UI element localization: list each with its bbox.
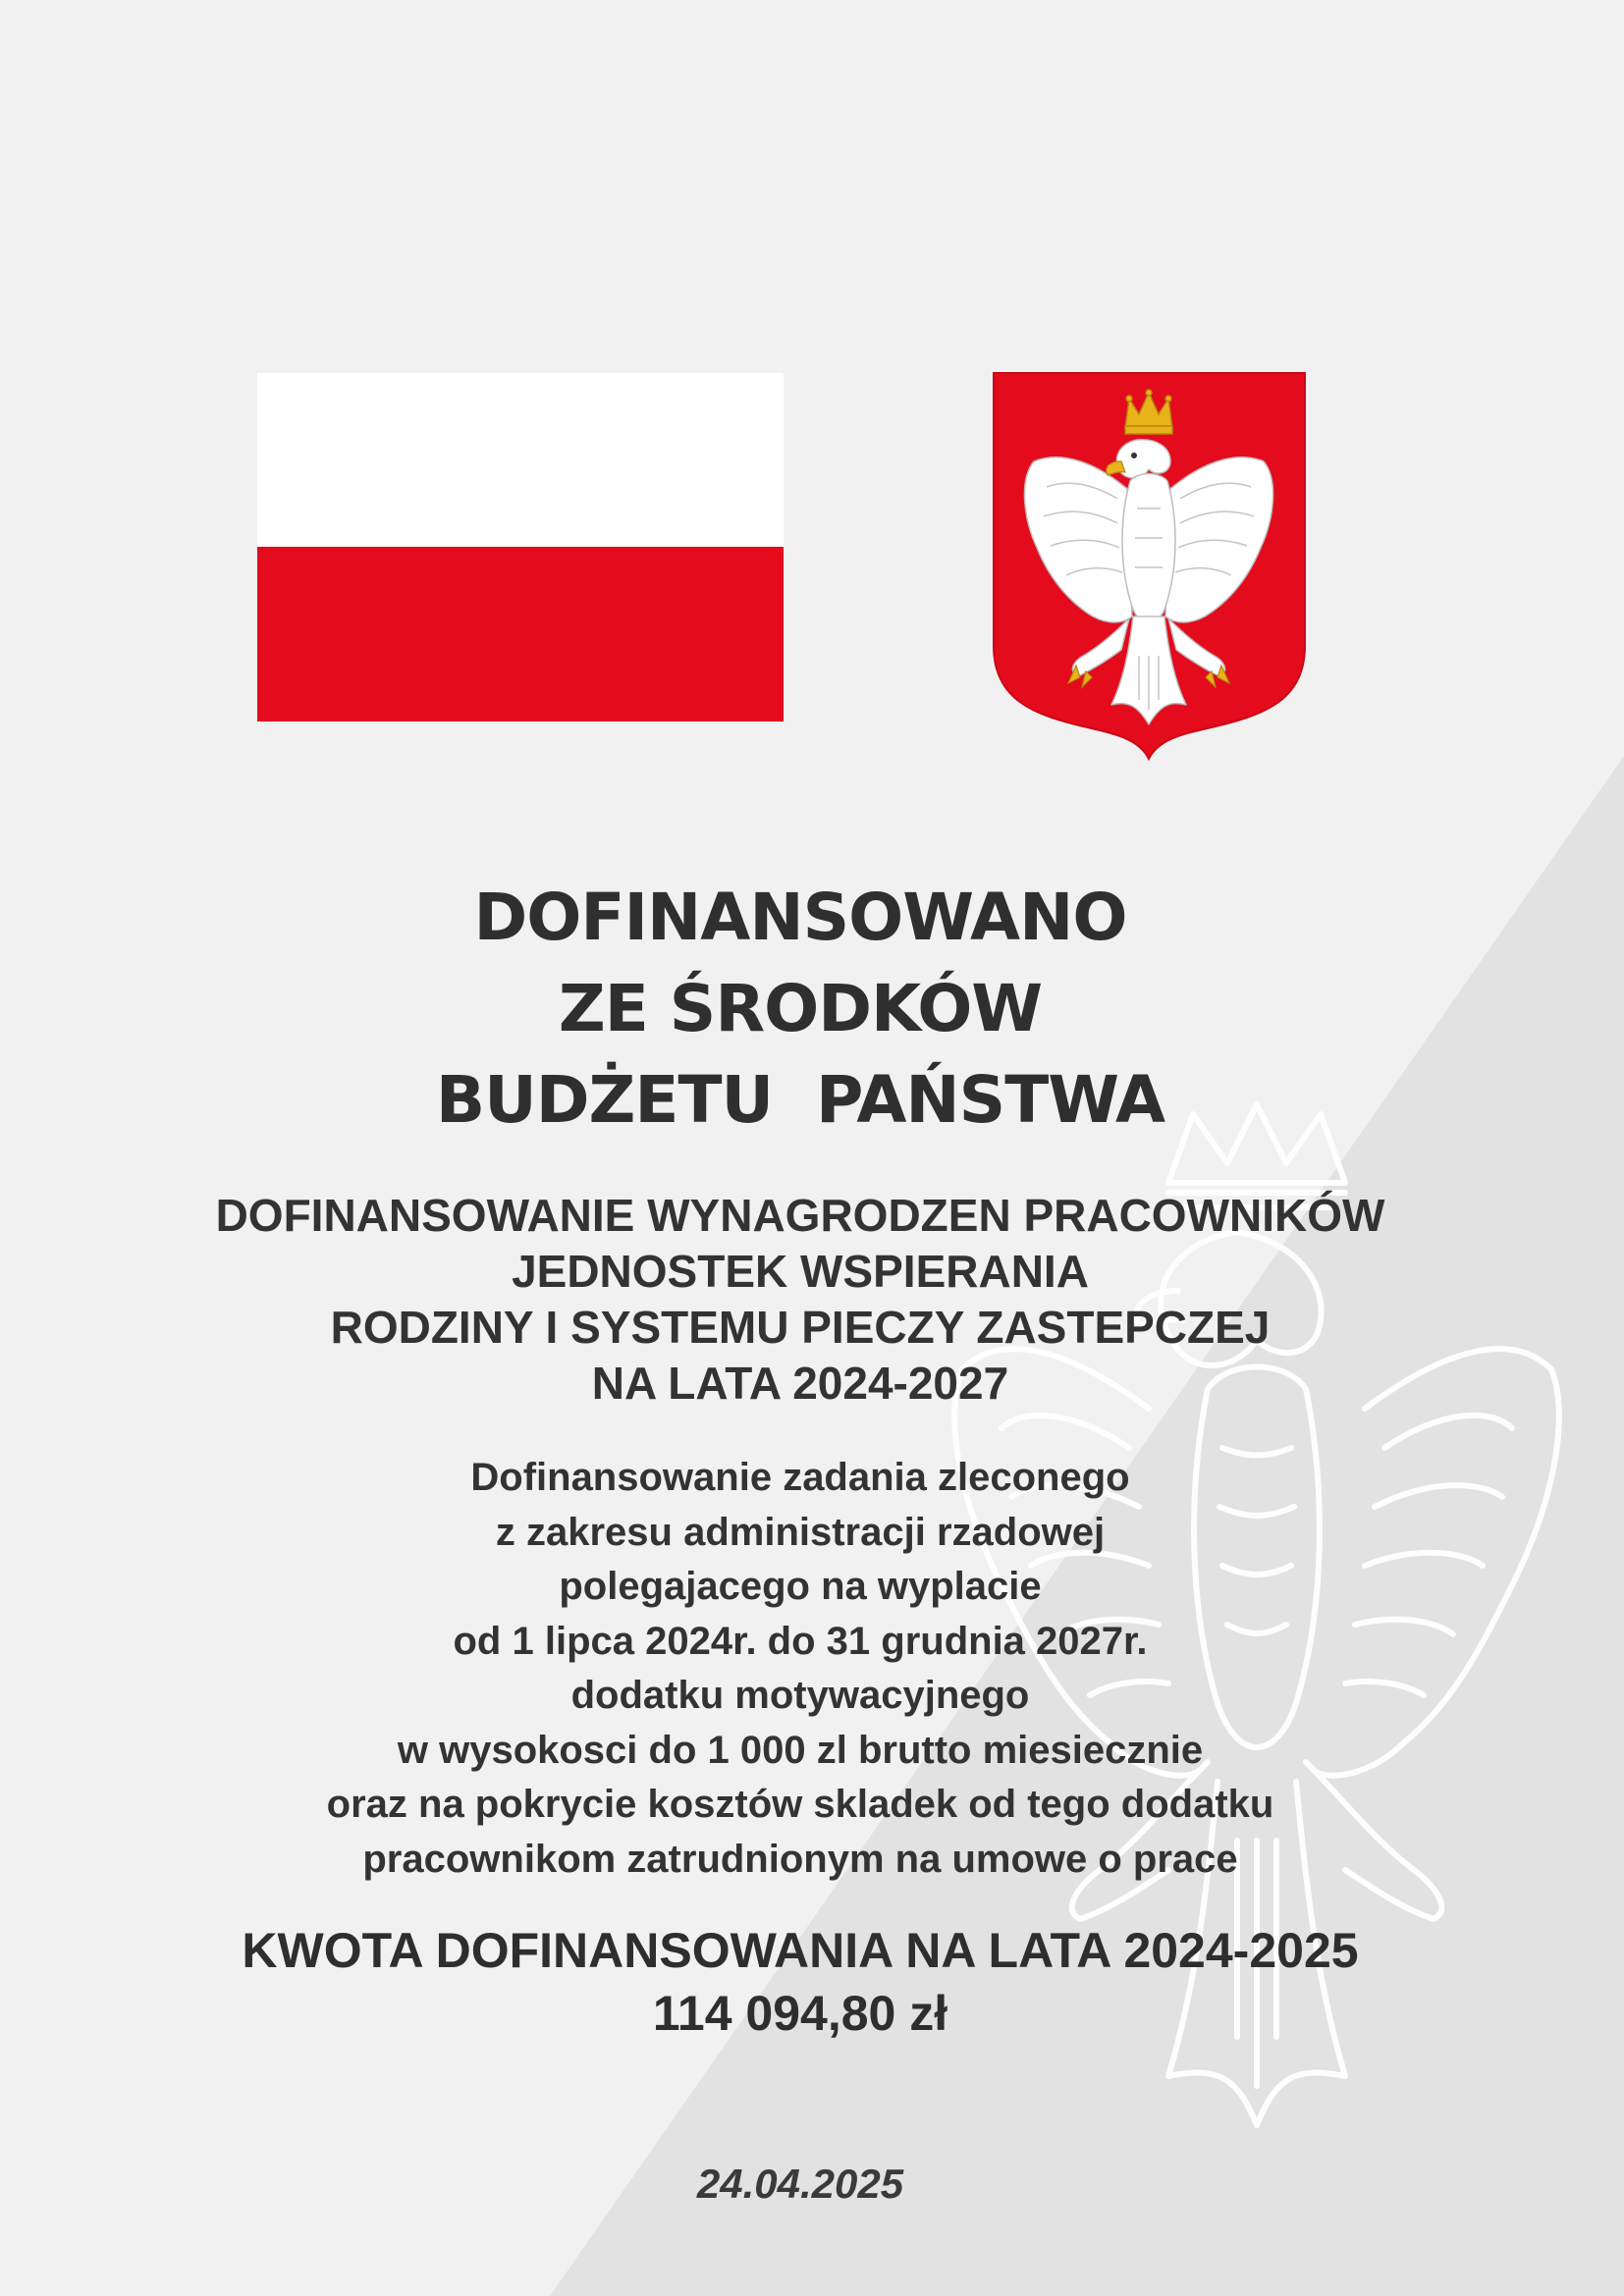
description-line: z zakresu administracji rzadowej xyxy=(495,1510,1106,1554)
program-line-1: DOFINANSOWANIE WYNAGRODZEN PRACOWNIKÓW xyxy=(215,1190,1385,1241)
funding-amount-label: KWOTA DOFINANSOWANIA NA LATA 2024-2025 xyxy=(242,1923,1359,1978)
description-line: oraz na pokrycie kosztów skladek od tego dodatku xyxy=(326,1783,1274,1826)
description-line: polegajacego na wyplacie xyxy=(559,1565,1042,1608)
program-title xyxy=(59,1188,1542,1412)
description-line: w wysokosci do 1 000 zl brutto miesiecznie xyxy=(397,1728,1204,1772)
funding-amount xyxy=(59,1919,1542,2045)
description-line: od 1 lipca 2024r. do 31 grudnia 2027r. xyxy=(453,1619,1148,1663)
program-line-2: JEDNOSTEK WSPIERANIA xyxy=(512,1246,1089,1297)
program-line-4: NA LATA 2024-2027 xyxy=(591,1358,1009,1409)
flag-white-stripe xyxy=(257,373,784,547)
headline-line-3: BUDŻETU PAŃSTWA xyxy=(435,1062,1165,1138)
description-line: Dofinansowanie zadania zleconego xyxy=(470,1456,1130,1499)
program-line-3: RODZINY I SYSTEMU PIECZY ZASTEPCZEJ xyxy=(330,1302,1271,1353)
task-description xyxy=(59,1451,1542,1887)
funding-amount-value: 114 094,80 zł xyxy=(652,1986,948,2041)
description-line: dodatku motywacyjnego xyxy=(570,1674,1030,1717)
headline-line-1: DOFINANSOWANO xyxy=(473,880,1127,955)
polish-flag-icon xyxy=(257,373,784,721)
date: 24.04.2025 xyxy=(696,2161,904,2207)
polish-eagle-emblem-icon xyxy=(990,371,1309,771)
description-line: pracownikom zatrudnionym na umowe o prace xyxy=(362,1837,1238,1881)
flag-red-stripe xyxy=(257,547,784,721)
headline-line-2: ZE ŚRODKÓW xyxy=(558,971,1043,1046)
headline xyxy=(59,872,1542,1146)
